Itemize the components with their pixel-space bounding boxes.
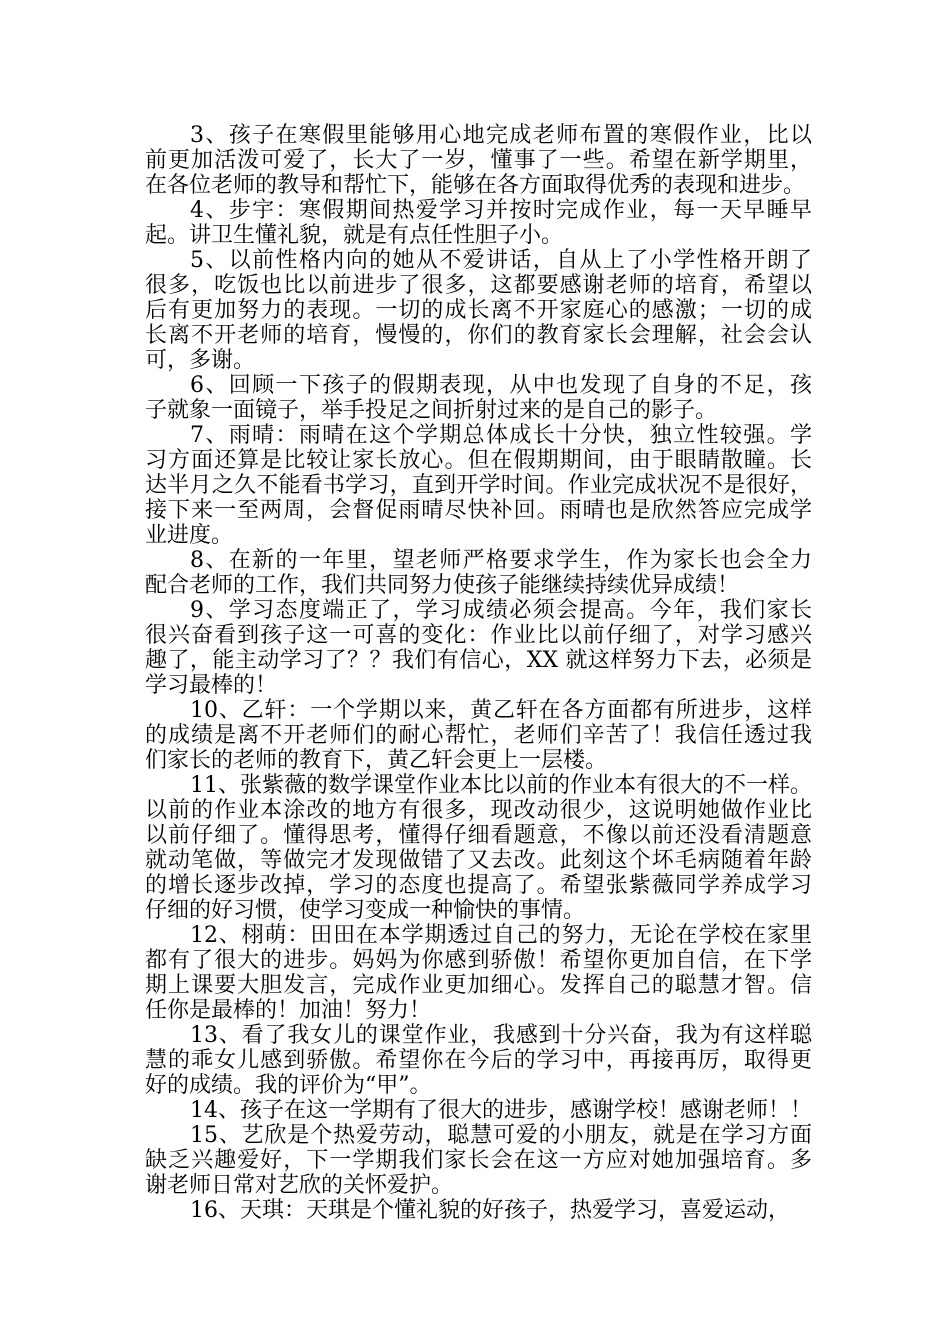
paragraph-line: 很多，吃饭也比以前进步了很多，这都要感谢老师的培育，希望以 [145,273,812,298]
paragraph-line: 14、孩子在这一学期有了很大的进步，感谢学校！感谢老师！！ [190,1098,812,1123]
paragraph-line: 在各位老师的教导和帮忙下，能够在各方面取得优秀的表现和进步。 [145,173,806,198]
paragraph-11 [145,773,812,923]
paragraph-line: 6、回顾一下孩子的假期表现，从中也发现了自身的不足，孩 [190,373,812,398]
paragraph-line: 7、雨晴：雨晴在这个学期总体成长十分快，独立性较强。学 [190,423,812,448]
paragraph-line: 13、看了我女儿的课堂作业，我感到十分兴奋，我为有这样聪 [190,1023,812,1048]
paragraph-line: 长离不开老师的培育，慢慢的，你们的教育家长会理解，社会会认 [145,323,812,348]
paragraph-line: 可，多谢。 [145,348,256,373]
paragraph-line: 12、栩萌：田田在本学期透过自己的努力，无论在学校在家里 [190,923,812,948]
paragraph-line: 16、天琪：天琪是个懂礼貌的好孩子，热爱学习，喜爱运动， [190,1198,790,1223]
paragraph-line: 8、在新的一年里，望老师严格要求学生，作为家长也会全力 [190,548,812,573]
paragraph-line: 起。讲卫生懂礼貌，就是有点任性胆子小。 [145,223,564,248]
paragraph-line: 都有了很大的进步。妈妈为你感到骄傲！希望你更加自信，在下学 [145,948,812,973]
paragraph-line: 学习最棒的！ [145,673,278,698]
paragraph-line: 业进度。 [145,523,234,548]
paragraph-6 [145,373,812,423]
paragraph-4 [145,198,812,248]
paragraph-line: 10、乙轩：一个学期以来，黄乙轩在各方面都有所进步，这样 [190,698,812,723]
paragraph-15 [145,1123,812,1198]
paragraph-9 [145,598,812,698]
paragraph-line: 配合老师的工作，我们共同努力使孩子能继续持续优异成绩！ [145,573,740,598]
paragraph-8 [145,548,812,598]
paragraph-line: 子就象一面镜子，举手投足之间折射过来的是自己的影子。 [145,398,718,423]
paragraph-line: 任你是最棒的！加油！努力！ [145,998,432,1023]
paragraph-line: 接下来一至两周，会督促雨晴尽快补回。雨晴也是欣然答应完成学 [145,498,812,523]
paragraph-line: 后有更加努力的表现。一切的成长离不开家庭心的感激；一切的成 [145,298,812,323]
paragraph-line: 很兴奋看到孩子这一可喜的变化：作业比以前仔细了，对学习感兴 [145,623,812,648]
paragraph-13 [145,1023,812,1098]
paragraph-line: 谢老师日常对艺欣的关怀爱护。 [145,1173,454,1198]
paragraph-line: 前更加活泼可爱了，长大了一岁，懂事了一些。希望在新学期里， [145,148,812,173]
paragraph-line: 以前仔细了。懂得思考，懂得仔细看题意，不像以前还没看清题意 [145,823,812,848]
paragraph-line: 期上课要大胆发言，完成作业更加细心。发挥自己的聪慧才智。信 [145,973,812,998]
paragraph-line: 仔细的好习惯，使学习变成一种愉快的事情。 [145,898,586,923]
paragraph-16 [145,1198,812,1223]
document-page [145,123,812,1223]
paragraph-line: 3、孩子在寒假里能够用心地完成老师布置的寒假作业，比以 [190,123,812,148]
paragraph-12 [145,923,812,1023]
paragraph-line: 就动笔做，等做完才发现做错了又去改。此刻这个坏毛病随着年龄 [145,848,812,873]
paragraph-line: 慧的乖女儿感到骄傲。希望你在今后的学习中，再接再厉，取得更 [145,1048,812,1073]
paragraph-line: 15、艺欣是个热爱劳动，聪慧可爱的小朋友，就是在学习方面 [190,1123,812,1148]
paragraph-line: 达半月之久不能看书学习，直到开学时间。作业完成状况不是很好， [145,473,812,498]
paragraph-line: 5、以前性格内向的她从不爱讲话，自从上了小学性格开朗了 [190,248,812,273]
paragraph-10 [145,698,812,773]
paragraph-7 [145,423,812,548]
paragraph-14 [145,1098,812,1123]
paragraph-line: 习方面还算是比较让家长放心。但在假期期间，由于眼睛散瞳。长 [145,448,812,473]
paragraph-5 [145,248,812,373]
paragraph-line: 9、学习态度端正了，学习成绩必须会提高。今年，我们家长 [190,598,812,623]
paragraph-line: 们家长的老师的教育下，黄乙轩会更上一层楼。 [145,748,608,773]
paragraph-line: 好的成绩。我的评价为“甲”。 [145,1073,432,1098]
paragraph-line: 以前的作业本涂改的地方有很多，现改动很少，这说明她做作业比 [145,798,812,823]
paragraph-line: 趣了，能主动学习了？？我们有信心，XX 就这样努力下去，必须是 [145,648,812,673]
paragraph-line: 的增长逐步改掉，学习的态度也提高了。希望张紫薇同学养成学习 [145,873,812,898]
paragraph-3 [145,123,812,198]
paragraph-line: 4、步宇：寒假期间热爱学习并按时完成作业，每一天早睡早 [190,198,812,223]
paragraph-line: 的成绩是离不开老师们的耐心帮忙，老师们辛苦了！我信任透过我 [145,723,812,748]
paragraph-line: 缺乏兴趣爱好，下一学期我们家长会在这一方应对她加强培育。多 [145,1148,812,1173]
paragraph-line: 11、张紫薇的数学课堂作业本比以前的作业本有很大的不一样。 [190,773,812,798]
